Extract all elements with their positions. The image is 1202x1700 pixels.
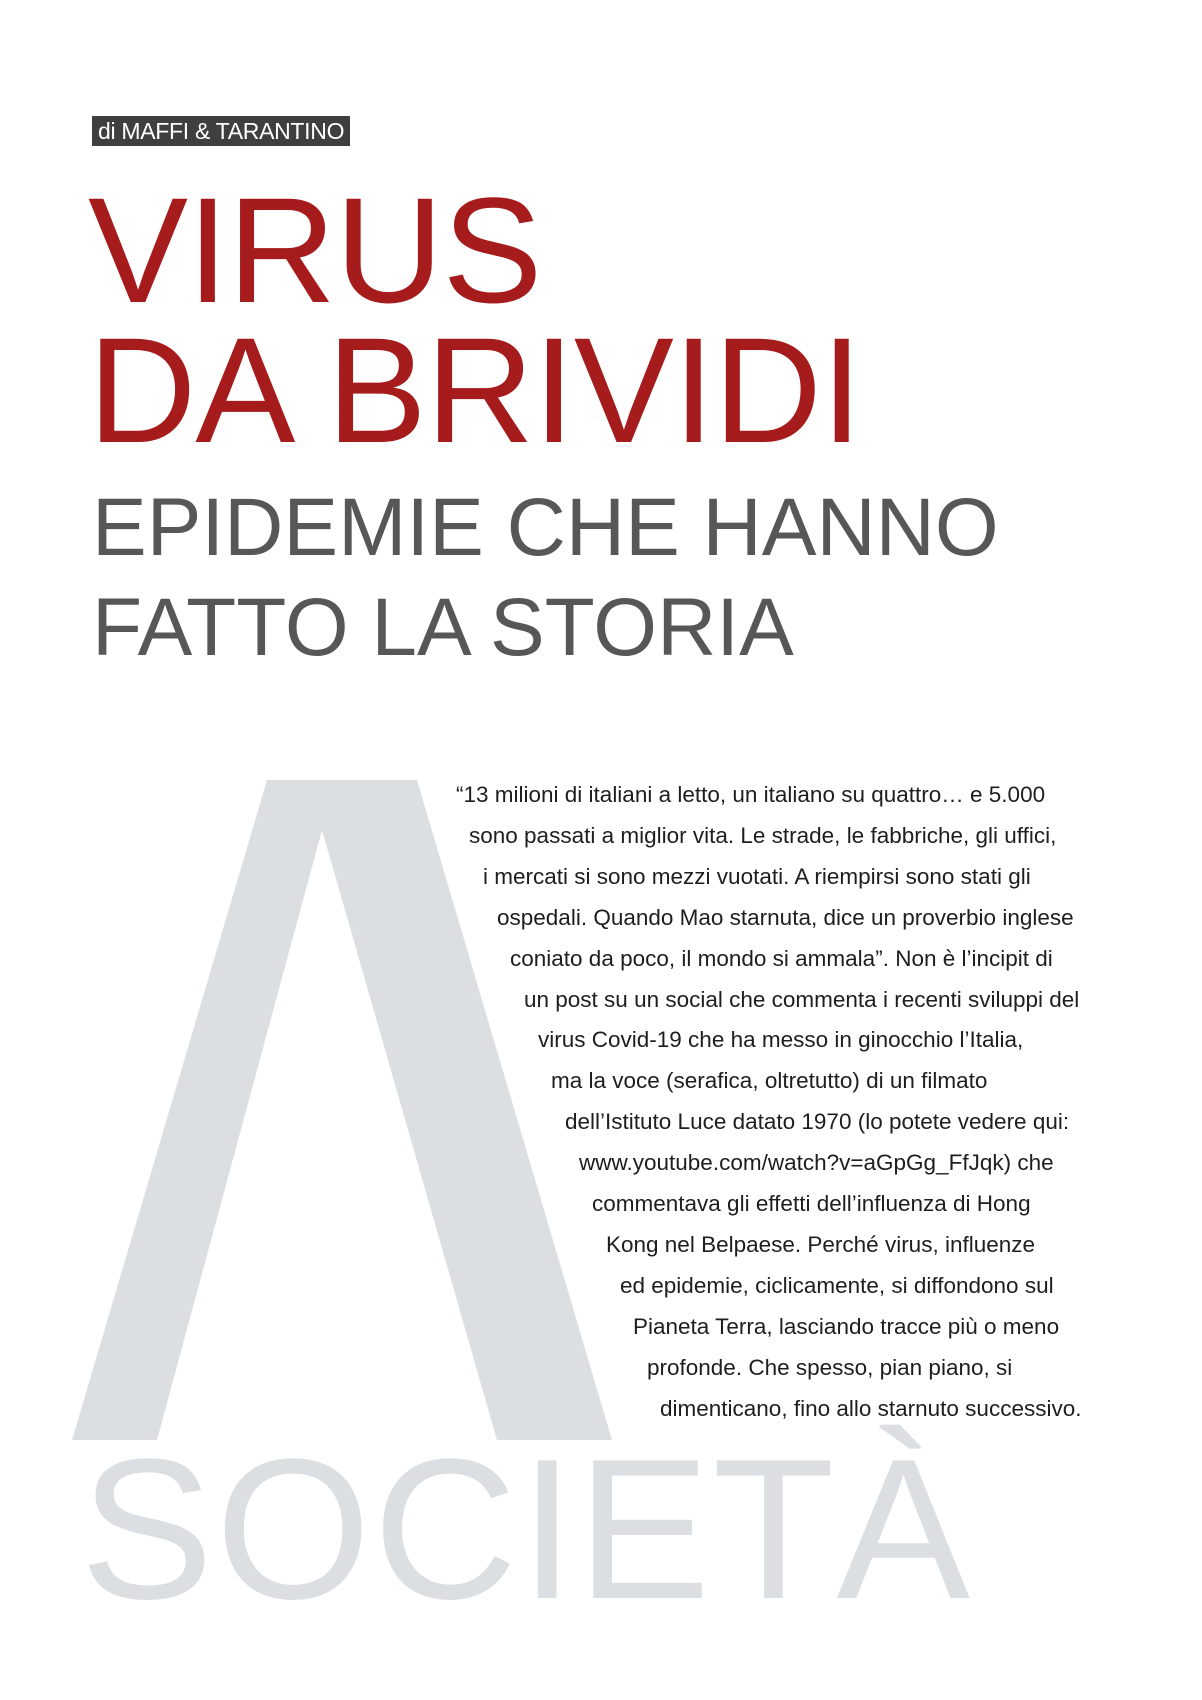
body-line: Kong nel Belpaese. Perché virus, influenze [606,1231,1036,1257]
body-line: “13 milioni di italiani a letto, un italiano su quattro… e 5.000 [456,782,1046,807]
body-line: ospedali. Quando Mao starnuta, dice un proverbio inglese [497,904,1074,930]
subtitle-line-1: EPIDEMIE CHE HANNO [92,482,999,573]
section-label: SOCIETÀ [80,1418,972,1641]
body-line: dimenticano, fino allo starnuto successivo. [660,1395,1082,1421]
subtitle-line-2: FATTO LA STORIA [92,582,794,673]
body-line: dell’Istituto Luce datato 1970 (lo potete vedere qui: [565,1109,1070,1135]
title-line-1: VIRUS [88,166,542,334]
body-line: i mercati si sono mezzi vuotati. A riempirsi sono stati gli [483,863,1031,889]
body-line: virus Covid-19 che ha messo in ginocchio l’Italia, [538,1027,1024,1053]
body-line: sono passati a miglior vita. Le strade, le fabbriche, gli uffici, [469,822,1057,848]
article-subtitle [92,478,999,678]
body-line: ma la voce (serafica, oltretutto) di un filmato [551,1068,988,1094]
body-line: www.youtube.com/watch?v=aGpGg_FfJqk) che [579,1150,1054,1176]
body-line: profonde. Che spesso, pian piano, si [647,1354,1013,1380]
article-title [88,166,862,474]
body-line: Pianeta Terra, lasciando tracce più o meno [633,1313,1060,1339]
author-byline: di MAFFI & TARANTINO [92,116,350,146]
title-line-2: DA BRIVIDI [88,306,862,474]
body-line: coniato da poco, il mondo si ammala”. Non è l’incipit di [510,945,1053,971]
article-body [0,775,1202,1430]
body-line: un post su un social che commenta i recenti sviluppi del [524,986,1080,1012]
drop-cap-letter: A [342,1110,343,1111]
body-line: ed epidemie, ciclicamente, si diffondono sul [620,1272,1054,1298]
body-line: commentava gli effetti dell’influenza di Hong [592,1191,1031,1217]
